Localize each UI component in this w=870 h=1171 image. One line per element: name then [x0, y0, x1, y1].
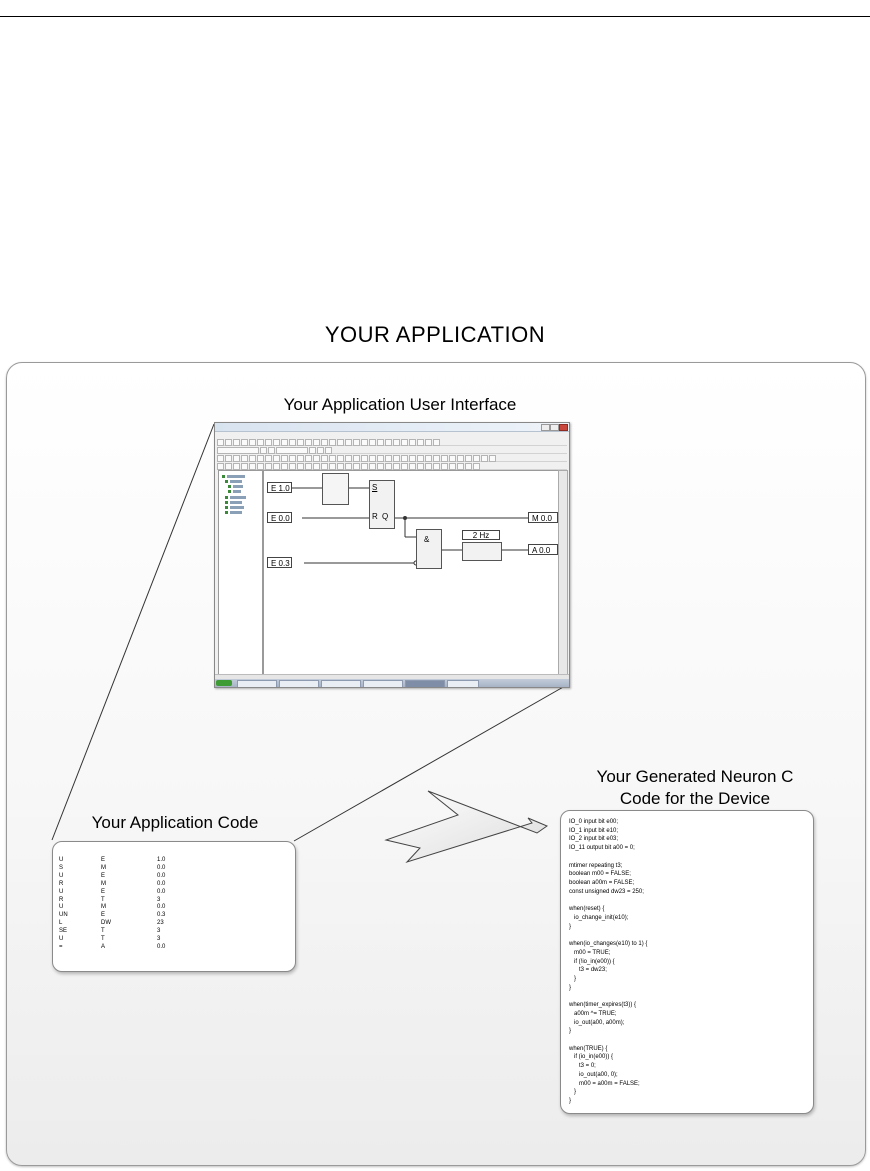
taskbar-item[interactable] — [321, 680, 361, 688]
stl-operation: U — [59, 888, 64, 895]
callout-line-left — [52, 424, 214, 840]
stl-operation: L — [59, 920, 63, 927]
output-m0-0[interactable]: M 0.0 — [528, 512, 558, 523]
code-line: a00m ^= TRUE; — [569, 1010, 617, 1017]
input-e0-0[interactable]: E 0.0 — [267, 512, 292, 523]
stl-operand-value: 0.3 — [157, 912, 166, 919]
code-line: t3 = dw23; — [569, 967, 607, 974]
toolbar-3[interactable] — [217, 454, 567, 462]
stl-operand-value: 23 — [157, 920, 164, 927]
clock-frequency-label: 2 Hz — [462, 530, 500, 540]
code-line: if (!io_in(e00)) { — [569, 958, 615, 965]
code-line: IO_2 input bit e03; — [569, 836, 619, 843]
code-line: when(reset) { — [569, 906, 605, 913]
application-screenshot — [214, 422, 570, 688]
stl-operand-type: E — [101, 888, 106, 895]
taskbar-item[interactable] — [279, 680, 319, 688]
code-line: } — [569, 975, 577, 982]
tree-node-icon — [228, 485, 231, 488]
stl-operation: R — [59, 896, 64, 903]
code-line: } — [569, 1098, 572, 1105]
generated-code-label-line2: Code for the Device — [619, 789, 771, 808]
edge-detector-block[interactable] — [322, 473, 349, 505]
code-line: when(TRUE) { — [569, 1045, 608, 1052]
code-line: boolean m00 = FALSE; — [569, 871, 631, 878]
output-a0-0[interactable]: A 0.0 — [528, 544, 558, 555]
stl-operand-value: 0.0 — [157, 904, 166, 911]
taskbar-item[interactable] — [237, 680, 277, 688]
toolbar-1[interactable] — [217, 438, 567, 446]
code-line: io_out(a00, 0); — [569, 1071, 618, 1078]
tree-item[interactable] — [230, 501, 242, 504]
stl-operation: U — [59, 936, 64, 942]
code-line: when(timer_expires(t3)) { — [569, 1002, 637, 1009]
diagram-wires — [264, 471, 559, 674]
maximize-icon[interactable] — [550, 424, 559, 431]
tree-node-icon — [225, 496, 228, 499]
canvas-scrollbar[interactable] — [558, 470, 568, 675]
stl-operand-value: 0.0 — [157, 943, 166, 950]
ui-section-label: Your Application User Interface — [283, 395, 517, 414]
stl-operand-value: 0.0 — [157, 880, 166, 887]
stl-operation: UN — [59, 912, 68, 919]
stl-operand-value: 1.0 — [157, 857, 166, 863]
input-e1-0[interactable]: E 1.0 — [267, 482, 292, 493]
input-e0-3[interactable]: E 0.3 — [267, 557, 292, 568]
tree-item[interactable] — [230, 480, 242, 483]
stl-operand-value: 0.0 — [157, 864, 166, 871]
project-tree[interactable] — [218, 470, 263, 675]
tree-item[interactable] — [230, 506, 244, 509]
code-line: t3 = 0; — [569, 1063, 596, 1070]
generated-code-label — [545, 766, 845, 810]
stl-operand-type: DW — [101, 920, 111, 927]
toolbar-4[interactable] — [217, 462, 567, 470]
stl-operand-type: M — [101, 904, 106, 911]
stl-operand-value: 3 — [157, 896, 161, 903]
minimize-icon[interactable] — [541, 424, 550, 431]
generate-arrow-shape — [386, 791, 547, 862]
code-line: const unsigned dw23 = 250; — [569, 888, 644, 895]
stl-operand-type: A — [101, 943, 106, 950]
clock-generator-block[interactable] — [462, 542, 502, 561]
stl-operation: U — [59, 872, 64, 879]
tree-node-icon — [222, 475, 225, 478]
stl-operation: R — [59, 880, 64, 887]
code-line: when(io_changes(e10) to 1) { — [569, 941, 648, 948]
stl-operand-type: M — [101, 864, 106, 871]
stl-operation: S — [59, 864, 64, 871]
start-button[interactable] — [216, 680, 232, 686]
stl-operand-type: T — [101, 936, 105, 942]
code-line: } — [569, 1028, 572, 1035]
code-line: IO_0 input bit e00; — [569, 819, 619, 825]
code-line: } — [569, 984, 572, 991]
code-line: } — [569, 1089, 577, 1096]
stl-operation: SE — [59, 928, 68, 935]
taskbar — [215, 679, 569, 687]
code-line: io_out(a00, a00m); — [569, 1019, 625, 1026]
callout-line-right — [294, 686, 565, 841]
stl-operand-type: E — [101, 912, 106, 919]
code-line: m00 = a00m = FALSE; — [569, 1080, 640, 1087]
code-line: mtimer repeating t3; — [569, 862, 623, 869]
stl-operand-value: 0.0 — [157, 888, 166, 895]
stl-operand-value: 3 — [157, 936, 161, 942]
stl-operation: U — [59, 857, 64, 863]
code-line: if (io_in(e00)) { — [569, 1054, 614, 1061]
stl-operand-type: M — [101, 880, 106, 887]
tree-node-icon — [225, 501, 228, 504]
generated-code-label-line1: Your Generated Neuron C — [596, 767, 794, 786]
app-code-box — [52, 841, 296, 972]
taskbar-item-active[interactable] — [405, 680, 445, 688]
tree-item[interactable] — [230, 496, 246, 499]
tree-item[interactable] — [233, 490, 241, 493]
rs-reset-pin: R — [372, 512, 378, 521]
and-gate-symbol: & — [424, 535, 430, 544]
tree-item[interactable] — [233, 485, 243, 488]
code-line: } — [569, 923, 572, 930]
stl-operation: = — [59, 943, 63, 950]
stl-operand-type: T — [101, 928, 105, 935]
window-titlebar — [215, 423, 569, 432]
code-line: io_change_init(e10); — [569, 914, 629, 921]
rs-set-pin: S — [372, 483, 378, 492]
stl-operand-value: 0.0 — [157, 872, 166, 879]
code-line: IO_1 input bit e10; — [569, 827, 619, 834]
app-code-label: Your Application Code — [91, 813, 259, 832]
code-line: boolean a00m = FALSE; — [569, 880, 635, 887]
tree-item[interactable] — [230, 511, 242, 514]
tree-node-icon — [225, 511, 228, 514]
page-title: YOUR APPLICATION — [324, 322, 546, 347]
tree-item[interactable] — [227, 475, 245, 478]
close-icon[interactable] — [559, 424, 568, 431]
stl-operand-value: 3 — [157, 928, 161, 935]
stl-operand-type: E — [101, 857, 106, 863]
code-line: m00 = TRUE; — [569, 949, 611, 956]
tree-node-icon — [225, 506, 228, 509]
rs-q-pin: Q — [382, 512, 389, 521]
neuron-c-code-box — [560, 810, 814, 1114]
tree-node-icon — [228, 490, 231, 493]
toolbar-2[interactable] — [217, 446, 567, 454]
taskbar-item[interactable] — [363, 680, 403, 688]
stl-operand-type: T — [101, 896, 105, 903]
logic-diagram-canvas[interactable] — [263, 470, 560, 675]
code-line: IO_11 output bit a00 = 0; — [569, 845, 635, 852]
taskbar-item[interactable] — [447, 680, 479, 688]
tree-node-icon — [225, 480, 228, 483]
stl-operand-type: E — [101, 872, 106, 879]
stl-operation: U — [59, 904, 64, 911]
